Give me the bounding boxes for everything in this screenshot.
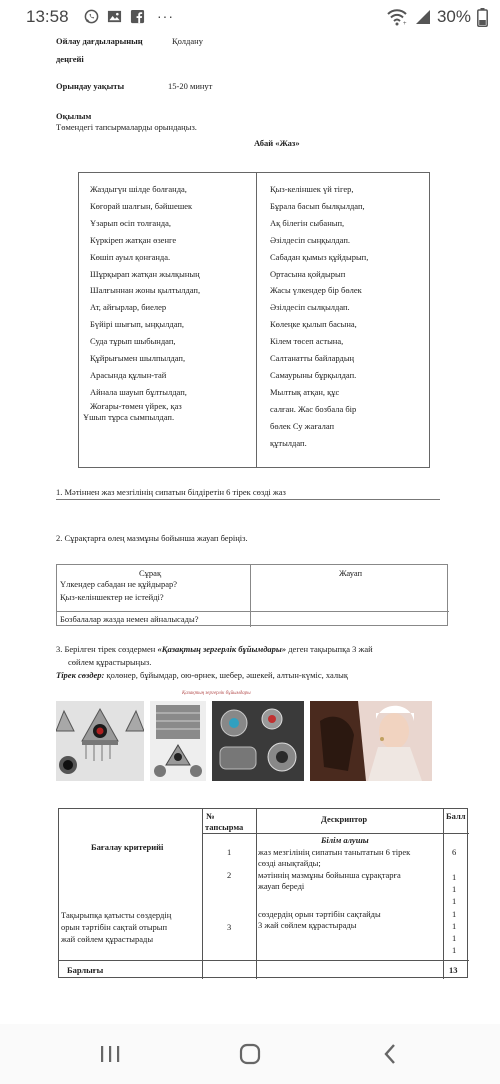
whatsapp-icon — [84, 9, 99, 24]
poem-line: Бүйірі шығып, ыңқылдап, — [90, 319, 185, 330]
keywords-label: Тірек сөздер: — [56, 670, 105, 680]
score: 1 — [452, 921, 457, 931]
table-divider — [59, 960, 469, 961]
criterion-3: Тақырыпқа қатысты сөздердің — [61, 910, 172, 920]
question-row: Үлкендер сабадан не құйдырар? — [60, 579, 178, 589]
time-value: 15-20 минут — [168, 81, 213, 91]
poem-line: Көгорай шалғын, бәйшешек — [90, 200, 193, 211]
col-criteria: Бағалау критерийі — [91, 842, 164, 852]
col-descriptor: Дескриптор — [321, 814, 368, 824]
thinking-level-label: Ойлау дағдыларының — [56, 36, 143, 46]
poem-line: салған. Жас бозбала бір — [270, 403, 357, 414]
table-divider — [256, 809, 257, 979]
time-label: Орындау уақыты — [56, 81, 125, 91]
descriptor-text: мәтіннің мазмұны бойынша сұрақтарға — [258, 870, 401, 880]
facebook-icon — [130, 9, 145, 24]
keywords — [56, 670, 348, 681]
jewelry-photos — [56, 701, 432, 781]
clock: 13:58 — [26, 7, 69, 26]
total-label: Барлығы — [67, 965, 104, 975]
poem-line: Самаурыны бұрқылдап. — [270, 369, 357, 380]
score: 6 — [452, 847, 457, 857]
poem-table — [78, 172, 430, 468]
poem-line: Ортасына қойдырып — [270, 268, 346, 279]
task-3-suffix: деген тақырыпқа 3 жай — [286, 644, 373, 654]
criteria-table — [58, 808, 468, 978]
col-answer: Жауап — [339, 568, 363, 578]
jewelry-photo-1 — [56, 701, 144, 781]
more-notifications: ··· — [157, 8, 174, 24]
descriptor-text: жауап береді — [258, 881, 305, 891]
score: 1 — [452, 884, 457, 894]
poem-title: Абай «Жаз» — [254, 138, 300, 148]
task-3-topic: «Қазақтың зергерлік бұйымдары» — [157, 644, 287, 654]
poem-line: Жоғары-төмен үйрек, қаз — [90, 400, 182, 411]
task-number: 2 — [227, 870, 232, 880]
recent-apps-button[interactable] — [90, 1038, 130, 1070]
poem-right-column — [270, 181, 368, 452]
poem-line: Әзілдесіп сылқылдап. — [270, 302, 350, 313]
instruction-text: Төмендегі тапсырмаларды орындаңыз. — [56, 122, 197, 132]
thinking-level-value: Қолдану — [172, 36, 203, 46]
table-divider — [57, 611, 449, 612]
battery-icon — [477, 8, 488, 27]
score: 1 — [452, 909, 457, 919]
poem-left-column — [83, 181, 201, 423]
poem-line: Бұрала басып былқылдап, — [270, 200, 365, 211]
question-row: Қыз-келіншектер не істейді? — [60, 592, 164, 602]
task-3-prefix: 3. Берілген тірек сөздермен — [56, 644, 158, 654]
table-divider — [202, 809, 203, 979]
document-page[interactable] — [0, 34, 500, 1024]
descriptor-text: жаз мезгілінің сипатын танытатын 6 тірек — [258, 847, 411, 857]
task-1-underline — [56, 499, 440, 500]
poem-line: Ұзарып өсіп толғанда, — [90, 217, 171, 228]
score: 1 — [452, 933, 457, 943]
home-icon — [239, 1043, 261, 1065]
reading-title: Оқылым — [56, 111, 92, 121]
back-icon — [382, 1043, 398, 1065]
poem-line: құтылдап. — [270, 437, 307, 448]
task-3-line-2: сөйлем құрастырыңыз. — [68, 657, 152, 667]
task-number: 3 — [227, 922, 232, 932]
poem-line: Айнала шауып бұлтылдап, — [90, 386, 187, 397]
task-2: 2. Сұрақтарға өлең мазмұны бойынша жауап беріңіз. — [56, 533, 248, 543]
poem-line: Шалғыннан жоны қылтылдап, — [90, 285, 201, 296]
score: 1 — [452, 896, 457, 906]
poem-line: Ақ білегін сыбанып, — [270, 217, 345, 228]
total-value: 13 — [449, 965, 458, 975]
descriptor-text: сөзді анықтайды; — [258, 858, 321, 868]
poem-line: Сабадан қымыз құйдырып, — [270, 251, 369, 262]
navigation-bar — [0, 1024, 500, 1084]
col-task-no-2: тапсырма — [205, 822, 244, 832]
col-score: Балл — [446, 811, 466, 821]
gallery-icon — [107, 9, 122, 24]
jewelry-photo-4 — [310, 701, 432, 781]
poem-line: Күркіреп жатқан өзенге — [90, 234, 177, 245]
poem-line: бөлек Су жағалап — [270, 420, 335, 431]
poem-line: Шұрқырап жатқан жылқының — [90, 268, 200, 279]
task-number: 1 — [227, 847, 232, 857]
status-bar — [0, 0, 500, 34]
table-divider — [202, 833, 469, 834]
poem-line: Мылтық атқан, құс — [270, 386, 340, 397]
wifi-icon — [387, 8, 409, 26]
poem-line: Ұшып тұрса сымпылдап. — [83, 411, 175, 422]
jewelry-photo-3 — [212, 701, 304, 781]
recent-apps-icon — [99, 1044, 121, 1064]
poem-line: Жасы үлкендер бір бөлек — [270, 285, 362, 296]
back-button[interactable] — [370, 1038, 410, 1070]
descriptor-text: сөздердің орын тәртібін сақтайды — [258, 909, 381, 919]
poem-line: Көшіп ауыл қонғанда. — [90, 251, 171, 262]
poem-line: Жаздыгүн шілде болғанда, — [90, 184, 187, 194]
col-task-no: № — [206, 811, 215, 821]
poem-line: Құйрығымен шылпылдап, — [90, 353, 186, 364]
task-3 — [56, 644, 373, 655]
descriptor-text: 3 жай сөйлем құрастырады — [258, 920, 357, 930]
poem-line: Кілем төсеп астына, — [270, 336, 344, 347]
poem-line: Арасында құлын-тай — [90, 369, 167, 380]
signal-icon — [415, 9, 431, 25]
criterion-3: жай сөйлем құрастырады — [61, 934, 154, 944]
thinking-level-label-2: деңгейі — [56, 54, 84, 64]
poem-line: Әзілдесіп сыңқылдап. — [270, 234, 350, 245]
questions-table — [56, 564, 448, 626]
poem-line: Ат, айғырлар, биелер — [90, 302, 167, 313]
poem-line: Қыз-келіншек үй тігер, — [270, 184, 354, 194]
keywords-list: қолөнер, бұйымдар, ою-өрнек, шебер, әшекей, алтын-күміс, халық — [104, 670, 348, 680]
poem-line: Суда тұрып шыбындап, — [90, 336, 176, 347]
home-button[interactable] — [230, 1038, 270, 1070]
descriptor-sub: Білім алушы — [321, 835, 369, 845]
svg-text:+: + — [402, 21, 407, 26]
photo-caption: Қазақтың зергерлік бұйымдары — [182, 691, 251, 696]
table-divider — [250, 565, 251, 627]
score: 1 — [452, 945, 457, 955]
poem-line: Көлеңке қылып басына, — [270, 319, 357, 330]
jewelry-photo-2 — [150, 701, 206, 781]
col-question: Сұрақ — [139, 568, 162, 578]
criterion-3: орын тәртібін сақтай отырып — [61, 922, 168, 932]
score: 1 — [452, 872, 457, 882]
battery-percent: 30% — [436, 7, 471, 26]
poem-divider — [256, 172, 257, 468]
poem-line: Салтанатты байлардың — [270, 353, 355, 364]
task-1: 1. Мәтіннен жаз мезгілінің сипатын білдіретін 6 тірек сөзді жаз — [56, 487, 286, 497]
table-divider — [443, 809, 444, 979]
question-row: Бозбалалар жазда немен айналысады? — [60, 614, 199, 624]
